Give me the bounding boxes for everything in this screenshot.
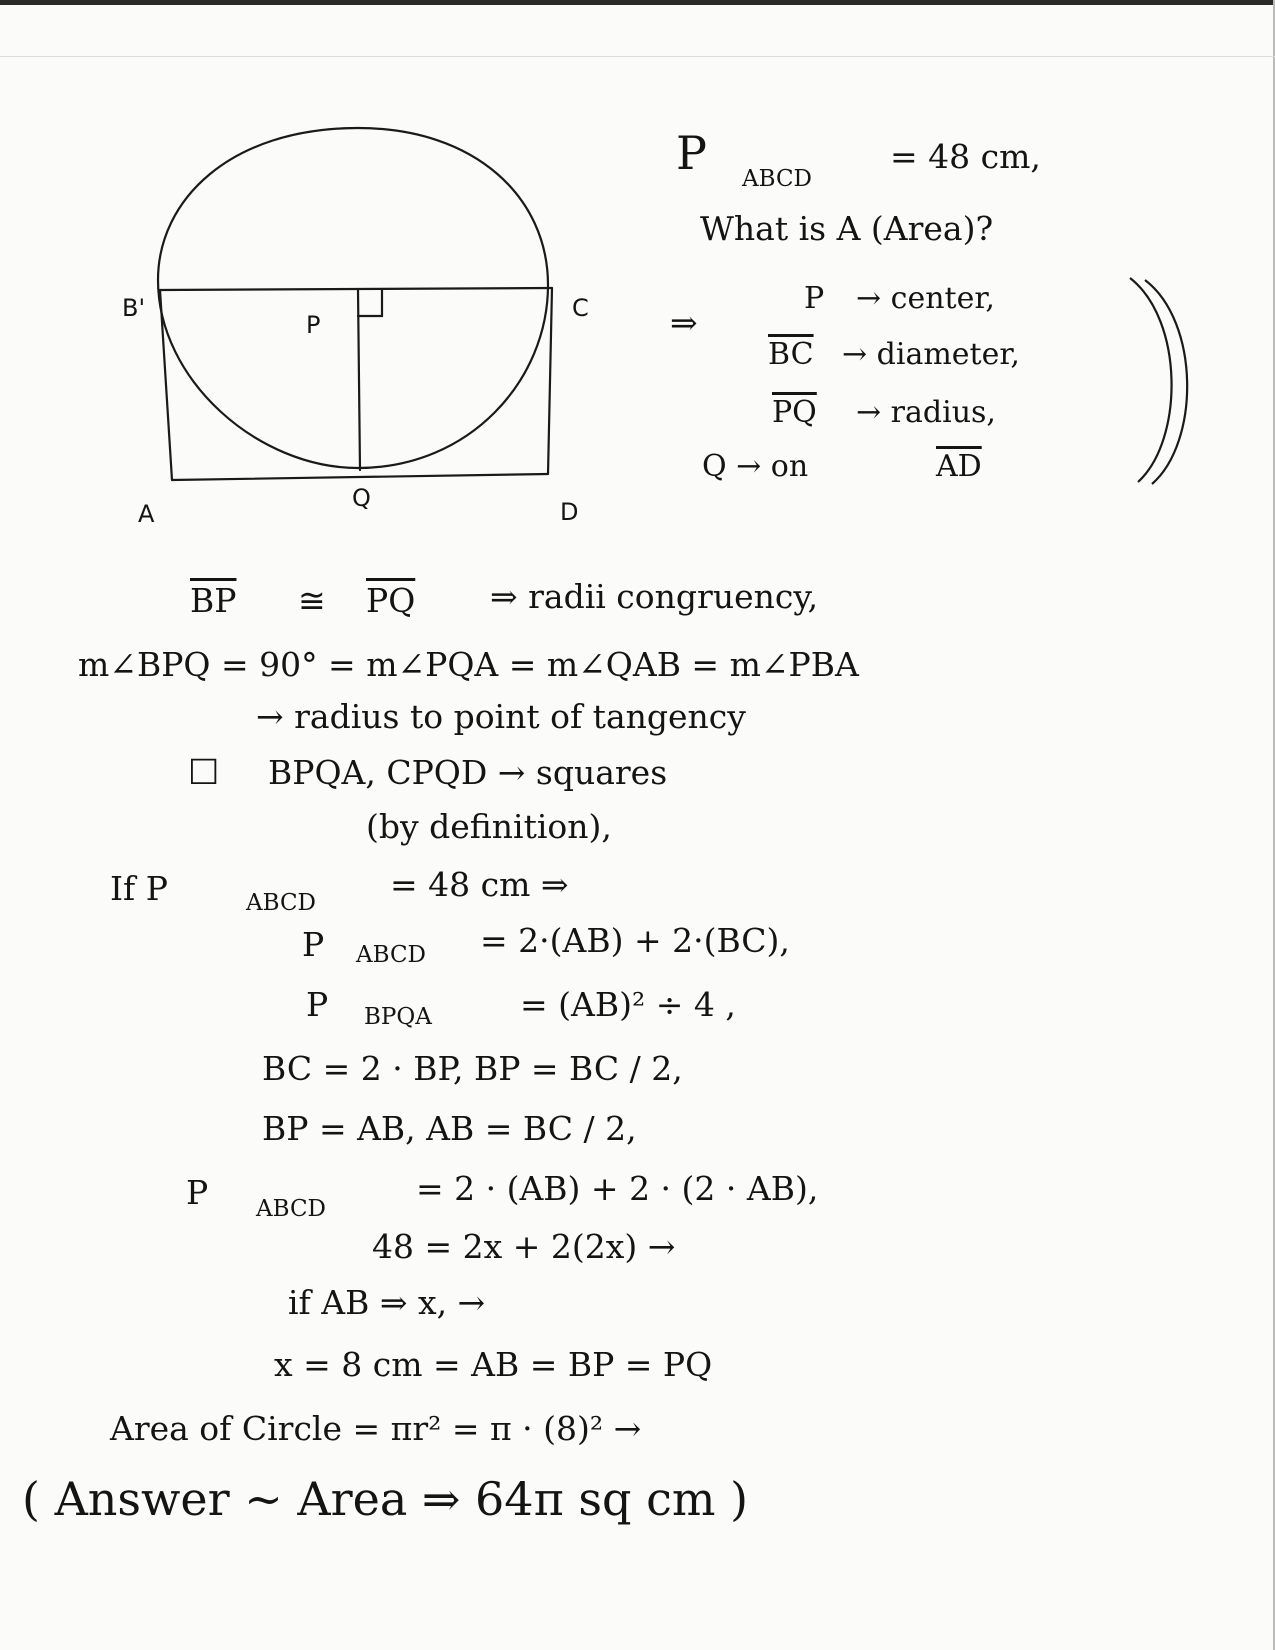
fact-center-symbol: P	[804, 281, 825, 316]
square-symbol: □	[188, 749, 220, 788]
given-perimeter-letter: P	[676, 126, 707, 180]
proof-l2: m∠BPQ = 90° = m∠PQA = m∠QAB = m∠PBA	[78, 645, 859, 684]
proof-l5: (by definition),	[366, 807, 612, 846]
proof-l11-sub: ABCD	[256, 1196, 326, 1222]
proof-l1-congruent: ≅	[298, 581, 326, 620]
proof-l4: BPQA, CPQD → squares	[268, 753, 668, 792]
proof-l11-a: P	[186, 1173, 209, 1212]
proof-l6-a: If P	[110, 869, 168, 908]
given-perimeter-value: = 48 cm,	[890, 137, 1041, 176]
proof-l9: BC = 2 · BP, BP = BC / 2,	[262, 1049, 683, 1088]
fact-radius-symbol: $\overline{PQ}$	[772, 395, 817, 430]
fact-q-text: Q → on	[702, 449, 809, 484]
fact-center-text: → center,	[856, 281, 995, 316]
fact-diameter-symbol: $\overline{BC}$	[768, 337, 814, 372]
point-label-b: B'	[122, 294, 146, 322]
proof-l1-pq: $\overline{PQ}$	[366, 581, 416, 620]
proof-l8-a: P	[306, 985, 329, 1024]
proof-l8-sub: BPQA	[364, 1004, 432, 1030]
point-label-q: Q	[352, 484, 371, 512]
proof-l15: Area of Circle = πr² = π · (8)² →	[110, 1409, 642, 1448]
proof-l1-reason: ⇒ radii congruency,	[490, 577, 819, 616]
fact-diameter-text: → diameter,	[842, 337, 1020, 372]
proof-l14: x = 8 cm = AB = BP = PQ	[274, 1345, 713, 1384]
proof-l11-b: = 2 · (AB) + 2 · (2 · AB),	[416, 1169, 819, 1208]
proof-l3: → radius to point of tangency	[256, 697, 746, 736]
proof-l1-bp: $\overline{BP}$	[190, 581, 237, 620]
proof-l7-b: = 2·(AB) + 2·(BC),	[480, 921, 790, 960]
point-label-p: P	[306, 311, 321, 339]
proof-l7-a: P	[302, 925, 325, 964]
given-perimeter-subscript: ABCD	[742, 166, 812, 192]
point-label-d: D	[560, 498, 579, 526]
point-label-a: A	[138, 500, 155, 528]
facts-arrow: ⇒	[670, 303, 698, 342]
proof-l8-b: = (AB)² ÷ 4 ,	[520, 985, 736, 1024]
proof-l10: BP = AB, AB = BC / 2,	[262, 1109, 637, 1148]
proof-l12: 48 = 2x + 2(2x) →	[372, 1227, 676, 1266]
fact-radius-text: → radius,	[856, 395, 996, 430]
proof-l7-sub: ABCD	[356, 942, 426, 968]
facts-bracket	[0, 0, 1275, 520]
proof-l13: if AB ⇒ x, →	[288, 1283, 486, 1322]
proof-l6-sub: ABCD	[246, 890, 316, 916]
point-label-c: C	[572, 294, 589, 322]
fact-q-symbol: $\overline{AD}$	[936, 449, 982, 484]
proof-l6-b: = 48 cm ⇒	[390, 865, 569, 904]
answer: ( Answer ~ Area ⇒ 64π sq cm )	[22, 1472, 749, 1526]
question: What is A (Area)?	[700, 209, 994, 248]
